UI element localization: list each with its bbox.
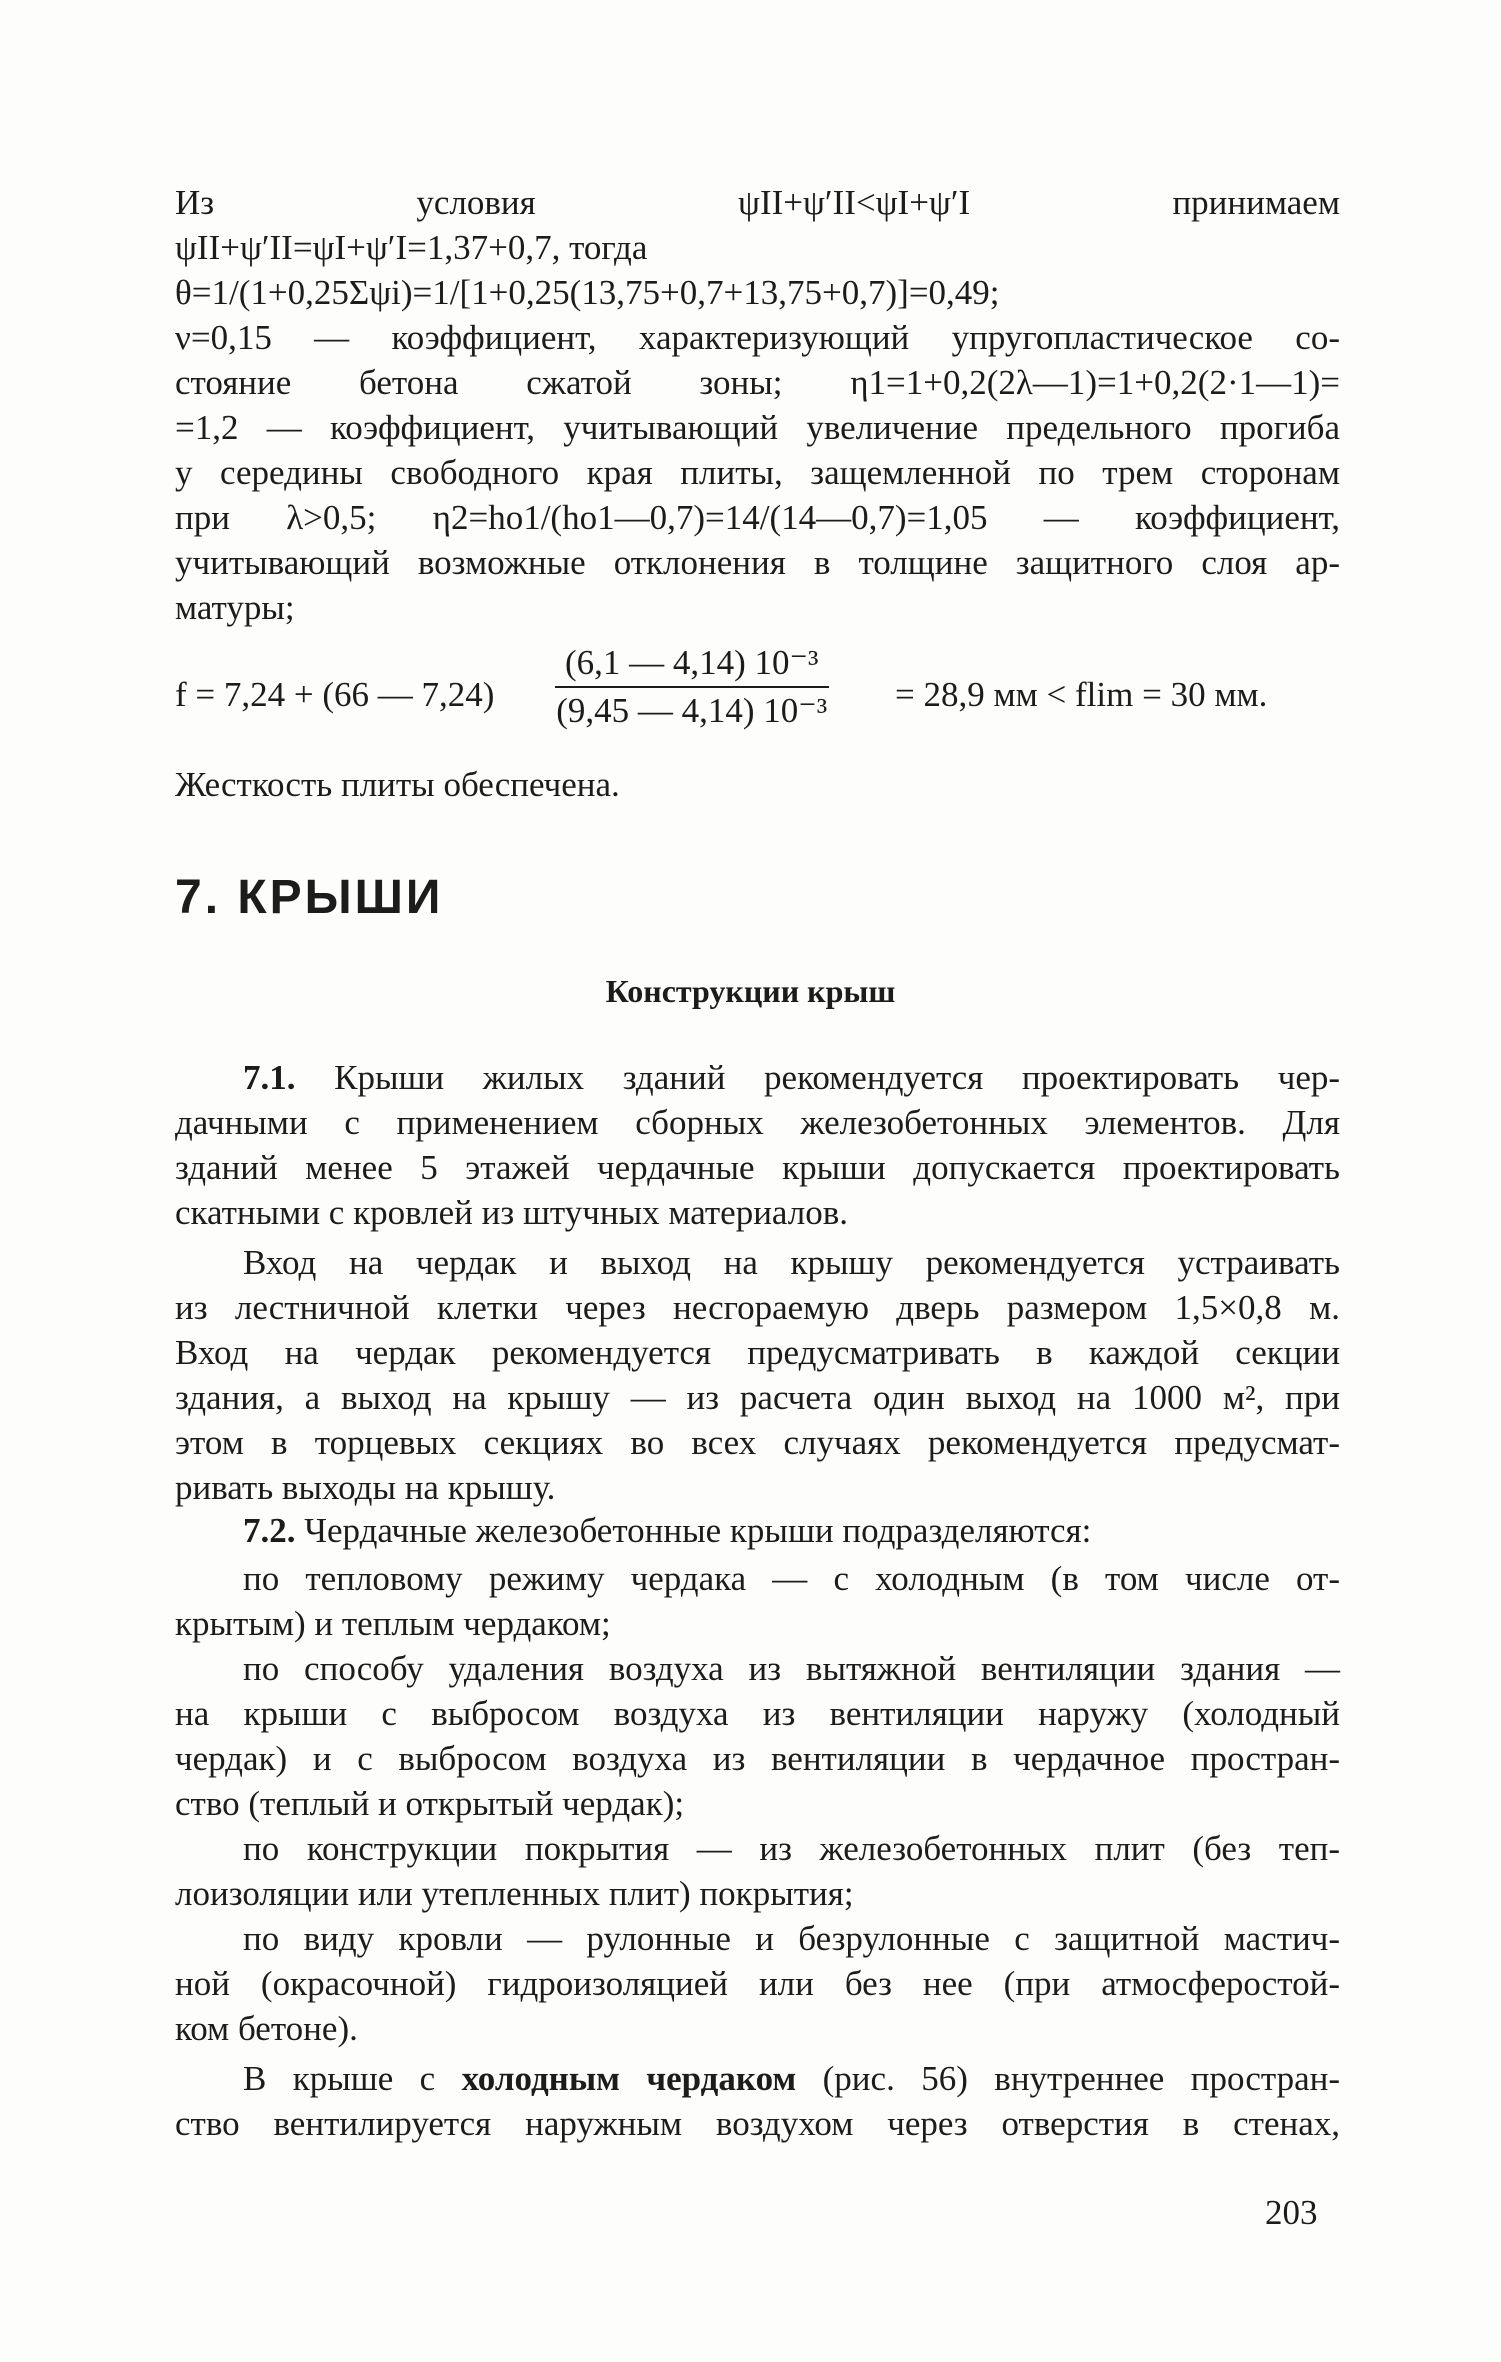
text-line: 7.2. Чердачные железобетонные крыши подразделяются: [243,1511,1092,1550]
bold-term: холодным чердаком [461,2059,797,2098]
page-number: 203 [1265,2193,1318,2232]
text-line: матуры; [175,588,295,627]
text-line: этом в торцевых секциях во всех случаях рекомендуется предусмат- [175,1423,1340,1462]
text-line: =1,2 — коэффициент, учитывающий увеличение предельного прогиба [175,408,1340,447]
text-line: θ=1/(1+0,25Σψi)=1/[1+0,25(13,75+0,7+13,75+0,7)]=0,49; [175,273,1000,312]
text-line: ной (окрасочной) гидроизоляцией или без нее (при атмосферостой- [175,1964,1340,2003]
list-item [175,1556,1340,1646]
formula-lhs: f = 7,24 + (66 — 7,24) [175,675,495,714]
text-line: зданий менее 5 этажей чердачные крыши допускается проектировать [175,1148,1340,1187]
text-line: из лестничной клетки через несгораемую дверь размером 1,5×0,8 м. [175,1288,1340,1327]
text-line: у середины свободного края плиты, защемленной по трем сторонам [175,453,1340,492]
list-item [175,1916,1340,2051]
text-line: по виду кровли — рулонные и безрулонные с защитной мастич- [243,1919,1340,1958]
list-item [175,1826,1340,1916]
text-line: Вход на чердак рекомендуется предусматривать в каждой секции [175,1333,1340,1372]
text-line: ком бетоне). [175,2009,358,2048]
text-line: Вход на чердак и выход на крышу рекомендуется устраивать [243,1243,1340,1282]
text-line: Из условия ψII+ψ′II<ψI+ψ′I принимаем [175,183,1340,222]
paragraph-entry [175,1240,1340,1510]
calculation-text [175,180,1340,630]
formula-fraction [555,640,829,734]
text-line: лоизоляции или утепленных плит) покрытия; [175,1874,854,1913]
text-line: ψII+ψ′II=ψI+ψ′I=1,37+0,7, тогда [175,228,648,267]
text-line: 7.1. Крыши жилых зданий рекомендуется проектировать чер- [243,1058,1341,1097]
text-line: ство (теплый и открытый чердак); [175,1784,685,1823]
subsection-title: Конструкции крыш [605,973,896,1009]
conclusion-text: Жесткость плиты обеспечена. [175,765,620,804]
paragraph-7-2 [175,1508,1340,1553]
text-line: ство вентилируется наружным воздухом через отверстия в стенах, [175,2104,1340,2143]
text-line: В крыше с холодным чердаком (рис. 56) внутреннее простран- [243,2059,1341,2098]
text-line: дачными с применением сборных железобетонных элементов. Для [175,1103,1340,1142]
paragraph-number: 7.1. [243,1058,296,1097]
text-line: чердак) и с выбросом воздуха из вентиляции в чердачное простран- [175,1739,1340,1778]
formula-denominator: (9,45 — 4,14) 10⁻³ [556,691,828,730]
text-line: на крыши с выбросом воздуха из вентиляции наружу (холодный [175,1694,1340,1733]
text-line: по конструкции покрытия — из железобетонных плит (без теп- [243,1829,1340,1868]
text-line: здания, а выход на крышу — из расчета один выход на 1000 м², при [175,1378,1340,1417]
text-line: крытым) и теплым чердаком; [175,1604,611,1643]
section-title: 7. КРЫШИ [175,871,444,924]
formula-rhs: = 28,9 мм < flim = 30 мм. [895,675,1268,714]
text-line: скатными с кровлей из штучных материалов. [175,1193,849,1232]
list-item [175,1646,1340,1826]
deflection-formula [175,640,1340,750]
text-line: стояние бетона сжатой зоны; η1=1+0,2(2λ—1)=1+0,2(2·1—1)= [175,363,1340,402]
text-line: при λ>0,5; η2=hо1/(hо1—0,7)=14/(14—0,7)=1,05 — коэффициент, [175,498,1340,537]
text-line: по тепловому режиму чердака — с холодным (в том числе от- [243,1559,1340,1598]
text-line: по способу удаления воздуха из вытяжной вентиляции здания — [243,1649,1340,1688]
formula-numerator: (6,1 — 4,14) 10⁻³ [555,640,829,688]
paragraph-number: 7.2. [243,1511,296,1550]
text-line: ν=0,15 — коэффициент, характеризующий упругопластическое со- [175,318,1340,357]
paragraph-7-1 [175,1055,1340,1235]
paragraph-cold-attic [175,2056,1340,2146]
text-line: ривать выходы на крышу. [175,1468,556,1507]
text-line: учитывающий возможные отклонения в толщине защитного слоя ар- [175,543,1340,582]
